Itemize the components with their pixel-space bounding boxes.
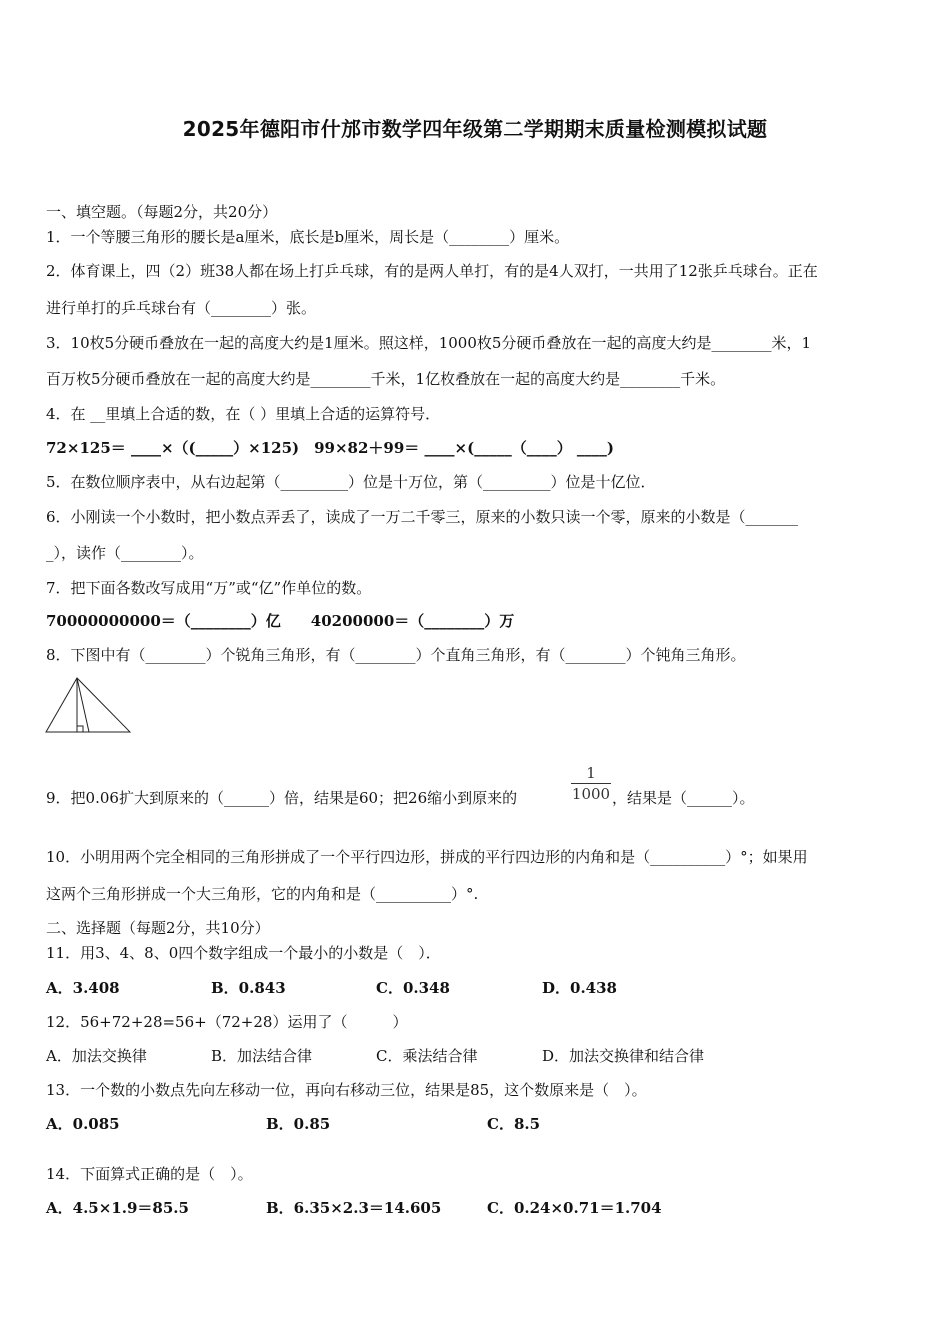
question-5: 5．在数位顺序表中，从右边起第（_________）位是十万位，第（_________）位是十亿位． bbox=[46, 473, 656, 491]
q12-option-d: D．加法交换律和结合律 bbox=[542, 1047, 705, 1065]
q12-option-a: A．加法交换律 bbox=[46, 1047, 147, 1065]
fraction-bar bbox=[571, 783, 611, 784]
q14-option-b: B．6.35×2.3＝14.605 bbox=[266, 1199, 442, 1217]
question-9-part-1: 9．把0.06扩大到原来的（______）倍，结果是60；把26缩小到原来的 bbox=[46, 789, 518, 807]
question-4: 4．在 __里填上合适的数，在（ ）里填上合适的运算符号． bbox=[46, 405, 441, 423]
q11-option-c: C．0.348 bbox=[376, 979, 450, 997]
question-7-expressions: 70000000000＝（________）亿 40200000＝（________）万 bbox=[46, 612, 515, 630]
triangle-figure bbox=[44, 676, 134, 736]
section-heading-fill-in: 一、填空题。（每题2分，共20分） bbox=[46, 203, 278, 221]
q14-option-a: A．4.5×1.9＝85.5 bbox=[46, 1199, 189, 1217]
q13-option-c: C．8.5 bbox=[487, 1115, 541, 1133]
question-1: 1．一个等腰三角形的腰长是a厘米，底长是b厘米，周长是（________）厘米。 bbox=[46, 228, 570, 246]
question-7: 7．把下面各数改写成用“万”或“亿”作单位的数。 bbox=[46, 579, 372, 597]
section-heading-choice: 二、选择题（每题2分，共10分） bbox=[46, 919, 270, 937]
q11-option-d: D．0.438 bbox=[542, 979, 617, 997]
q12-option-c: C．乘法结合律 bbox=[376, 1047, 478, 1065]
question-11: 11．用3、4、8、0四个数字组成一个最小的小数是（ ）． bbox=[46, 944, 441, 962]
question-6-line-2: _），读作（________）。 bbox=[46, 544, 204, 562]
question-2-line-1: 2．体育课上，四（2）班38人都在场上打乒乓球，有的是两人单打，有的是4人双打，一共用了12张乒乓球台。正在 bbox=[46, 262, 818, 280]
fraction-denominator: 1000 bbox=[571, 785, 611, 803]
question-3-line-2: 百万枚5分硬币叠放在一起的高度大约是________千米，1亿枚叠放在一起的高度大约是________千米。 bbox=[46, 370, 726, 388]
question-9-part-2: ，结果是（______）。 bbox=[612, 789, 755, 807]
fraction-numerator: 1 bbox=[586, 764, 596, 782]
question-4-expressions: 72×125＝ ____×（(_____）×125) 99×82＋99＝ ____×(_____（____） ____) bbox=[46, 439, 615, 457]
question-12: 12．56+72+28=56+（72+28）运用了（ ） bbox=[46, 1013, 408, 1031]
question-2-line-2: 进行单打的乒乓球台有（________）张。 bbox=[46, 299, 317, 317]
question-10-line-2: 这两个三角形拼成一个大三角形，它的内角和是（__________）°. bbox=[46, 885, 479, 903]
question-14: 14．下面算式正确的是（ ）。 bbox=[46, 1165, 253, 1183]
question-13: 13．一个数的小数点先向左移动一位，再向右移动三位，结果是85，这个数原来是（ ）。 bbox=[46, 1081, 647, 1099]
question-10-line-1: 10．小明用两个完全相同的三角形拼成了一个平行四边形，拼成的平行四边形的内角和是（__________）°；如果用 bbox=[46, 848, 808, 866]
page-title: 2025年德阳市什邡市数学四年级第二学期期末质量检测模拟试题 bbox=[182, 117, 768, 141]
q11-option-a: A．3.408 bbox=[46, 979, 120, 997]
fraction-one-thousandth bbox=[571, 764, 611, 803]
q12-option-b: B．加法结合律 bbox=[211, 1047, 313, 1065]
question-6-line-1: 6．小刚读一个小数时，把小数点弄丢了，读成了一万二千零三，原来的小数只读一个零，原来的小数是（_______ bbox=[46, 508, 799, 526]
q13-option-b: B．0.85 bbox=[266, 1115, 331, 1133]
q11-option-b: B．0.843 bbox=[211, 979, 286, 997]
q13-option-a: A．0.085 bbox=[46, 1115, 120, 1133]
question-3-line-1: 3．10枚5分硬币叠放在一起的高度大约是1厘米。照这样，1000枚5分硬币叠放在一起的高度大约是________米，1 bbox=[46, 334, 811, 352]
q14-option-c: C．0.24×0.71＝1.704 bbox=[487, 1199, 662, 1217]
question-8: 8．下图中有（________）个锐角三角形，有（________）个直角三角形，有（________）个钝角三角形。 bbox=[46, 646, 746, 664]
